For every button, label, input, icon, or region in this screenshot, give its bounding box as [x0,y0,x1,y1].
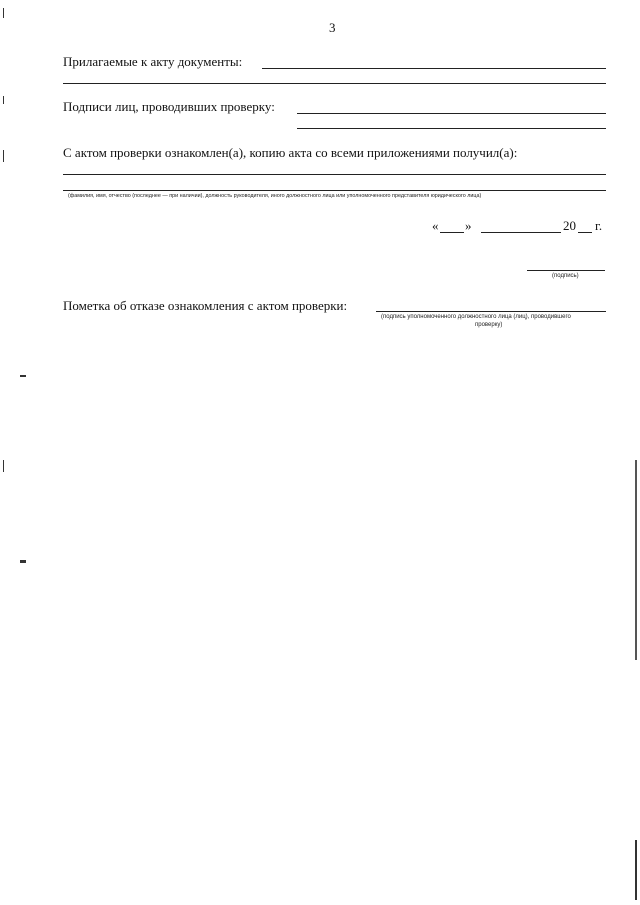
scan-mark-right-2 [635,840,637,900]
signature-caption: (подпись) [552,273,579,279]
date-year-prefix: 20 [563,218,576,233]
date-open-quote: « [432,218,439,233]
attached-docs-line-1 [262,68,606,69]
scan-mark-left-1 [3,8,4,18]
refusal-caption-line-2: проверку) [475,322,503,328]
date-month-line [481,232,561,233]
page-number: 3 [329,20,336,35]
scan-mark-left-3 [3,150,4,162]
scan-mark-left-2 [3,96,4,104]
refusal-label: Пометка об отказе ознакомления с актом проверки: [63,298,348,313]
acquainted-line-1 [63,174,606,175]
scan-mark-arrow-2 [20,560,26,563]
signature-line [527,270,605,271]
attached-docs-label: Прилагаемые к акту документы: [63,54,243,69]
acquainted-caption: (фамилия, имя, отчество (последнее — при наличии), должность руководителя, иного должностного лица или уполномоченного представителя юридического лица) [68,193,482,199]
signature-line-2 [297,128,606,129]
scan-mark-left-4 [3,460,4,472]
acquainted-line-2 [63,190,606,191]
signature-line-1 [297,113,606,114]
refusal-line [376,311,606,312]
date-year-suffix: г. [595,218,603,233]
signatures-label: Подписи лиц, проводивших проверку: [63,99,275,114]
scan-mark-arrow-1 [20,375,26,377]
refusal-caption-line-1: (подпись уполномоченного должностного лица (лиц), проводившего [381,314,571,320]
date-close-quote: » [465,218,472,233]
date-year-line [578,232,592,233]
scan-mark-right-1 [635,460,637,660]
date-day-line [440,232,464,233]
attached-docs-line-2 [63,83,606,84]
acquainted-label: С актом проверки ознакомлен(а), копию акта со всеми приложениями получил(а): [63,145,518,160]
